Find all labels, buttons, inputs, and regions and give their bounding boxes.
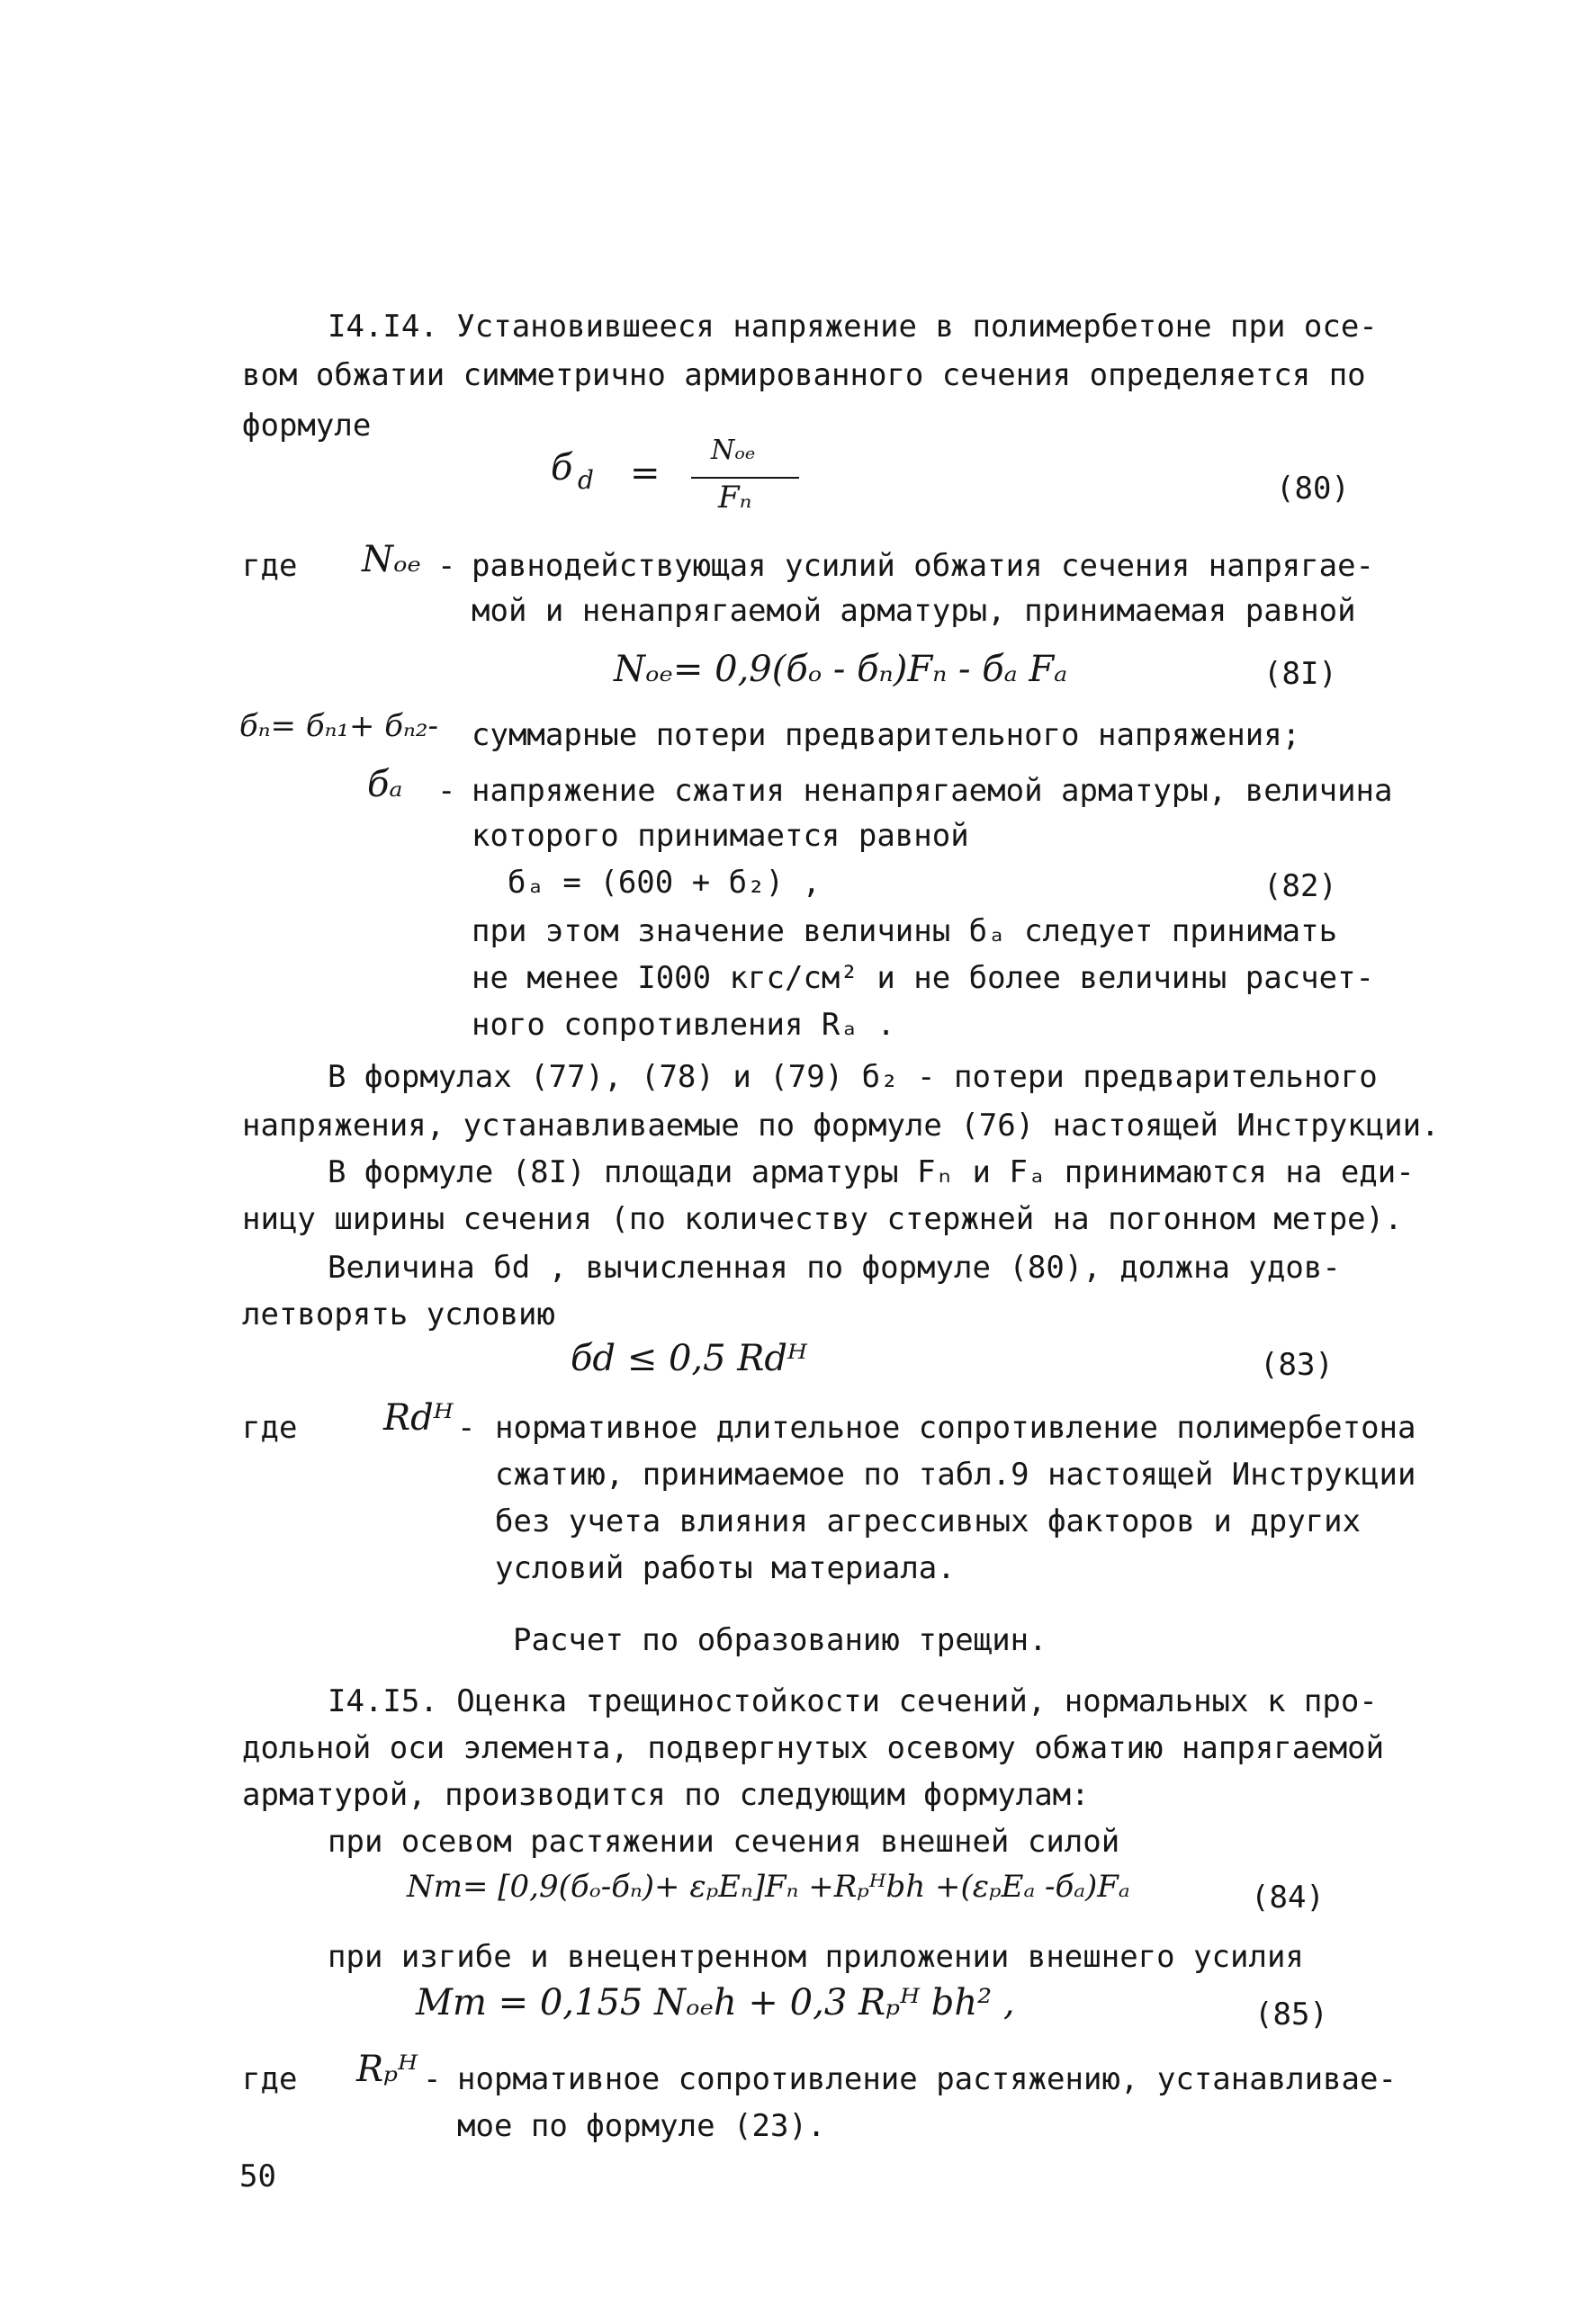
page-number: 50: [239, 2158, 276, 2194]
definition-sigma-a-line-1: напряжение сжатия ненапрягаемой арматуры, величина: [472, 773, 1393, 809]
where-label-3: где: [242, 2061, 298, 2097]
definition-r-d-line-2: сжатию, принимаемое по табл.9 настоящей Инструкции: [495, 1457, 1416, 1493]
formula-82-expression: бₐ = (600 + б₂) ,: [508, 865, 821, 901]
paragraph-14-15-line-2: дольной оси элемента, подвергнутых осевому обжатию напрягаемой: [242, 1730, 1385, 1766]
where-label-1: где: [242, 548, 298, 584]
formula-80-number: (80): [1276, 471, 1350, 507]
definition-r-p-line-2: мое по формуле (23).: [457, 2108, 826, 2144]
paragraph-14-14-line-2: вом обжатии симметрично армированного сечения определяется по: [242, 357, 1366, 393]
paragraph-14-15-line-3: арматурой, производится по следующим формулам:: [242, 1777, 1090, 1813]
condition-line-1: при этом значение величины бₐ следует принимать: [472, 913, 1338, 949]
paragraph-formulas-line-1: В формулах (77), (78) и (79) б₂ - потери предварительного: [328, 1059, 1378, 1095]
paragraph-bending: при изгибе и внецентренном приложении внешнего усилия: [328, 1939, 1304, 1975]
definition-losses: суммарные потери предварительного напряжения;: [472, 717, 1301, 753]
condition-line-3: ного сопротивления Rₐ .: [472, 1007, 895, 1043]
formula-80-lhs-subscript: d: [578, 465, 594, 495]
section-heading: Расчет по образованию трещин.: [513, 1622, 1047, 1658]
formula-83-number: (83): [1260, 1347, 1334, 1383]
formula-81-expression: Nₒₑ= 0,9(бₒ - бₙ)Fₙ - бₐ Fₐ: [614, 649, 1068, 690]
paragraph-14-14-line-1: I4.I4. Установившееся напряжение в полимербетоне при осе-: [328, 309, 1378, 345]
symbol-n-oe: Nₒₑ: [362, 539, 421, 580]
paragraph-areas-line-1: В формуле (8I) площади арматуры Fₙ и Fₐ принимаются на еди-: [328, 1154, 1415, 1190]
formula-85-number: (85): [1254, 1996, 1328, 2032]
paragraph-formulas-line-2: напряжения, устанавливаемые по формуле (76) настоящей Инструкции.: [242, 1108, 1440, 1144]
definition-n-oe-line-2: мой и ненапрягаемой арматуры, принимаемая равной: [472, 593, 1356, 629]
paragraph-areas-line-2: ницу ширины сечения (по количеству стержней на погонном метре).: [242, 1201, 1403, 1237]
paragraph-value-line-1: Величина бd , вычисленная по формуле (80), должна удов-: [328, 1250, 1341, 1286]
symbol-r-d-norm: Rdᴴ: [383, 1397, 454, 1439]
formula-81-number: (8I): [1263, 656, 1337, 692]
symbol-losses: бₙ= бₙ₁+ бₙ₂-: [239, 708, 438, 744]
where-dash-2: -: [437, 773, 456, 809]
where-label-2: где: [242, 1410, 298, 1446]
formula-84-expression: Nт= [0,9(бₒ-бₙ)+ εₚEₙ]Fₙ +Rₚᴴbh +(εₚEₐ -бₐ)Fₐ: [407, 1869, 1130, 1905]
condition-line-2: не менее I000 кгс/см² и не более величины расчет-: [472, 960, 1375, 996]
formula-84-number: (84): [1251, 1880, 1325, 1916]
paragraph-value-line-2: летворять условию: [242, 1297, 555, 1332]
formula-80-lhs: б: [551, 447, 573, 489]
definition-r-p-line-1: нормативное сопротивление растяжению, устанавливае-: [457, 2061, 1397, 2097]
definition-r-d-line-4: условий работы материала.: [495, 1550, 956, 1586]
formula-80-fraction-bar: [691, 477, 799, 479]
where-dash-1: -: [437, 548, 456, 584]
formula-85-expression: Mт = 0,155 Nₒₑh + 0,3 Rₚᴴ bh² ,: [416, 1982, 1015, 2023]
formula-80-numerator: Nₒₑ: [711, 435, 756, 466]
where-dash-4: -: [423, 2061, 442, 2097]
formula-82-number: (82): [1263, 868, 1337, 904]
definition-r-d-line-1: нормативное длительное сопротивление полимербетона: [495, 1410, 1416, 1446]
paragraph-14-15-line-1: I4.I5. Оценка трещиностойкости сечений, нормальных к про-: [328, 1683, 1378, 1719]
definition-sigma-a-line-2: которого принимается равной: [472, 818, 969, 854]
symbol-r-p-norm: Rₚᴴ: [356, 2049, 418, 2090]
definition-r-d-line-3: без учета влияния агрессивных факторов и других: [495, 1503, 1362, 1539]
formula-80-denominator: Fₙ: [718, 480, 752, 516]
formula-80-equals: =: [630, 453, 661, 494]
paragraph-14-15-line-4: при осевом растяжении сечения внешней силой: [328, 1824, 1120, 1860]
where-dash-3: -: [457, 1410, 476, 1446]
formula-83-expression: бd ≤ 0,5 Rdᴴ: [571, 1338, 807, 1379]
symbol-sigma-a: бₐ: [367, 764, 403, 805]
definition-n-oe-line-1: равнодействующая усилий обжатия сечения напрягае-: [472, 548, 1375, 584]
paragraph-14-14-line-3: формуле: [242, 408, 372, 444]
